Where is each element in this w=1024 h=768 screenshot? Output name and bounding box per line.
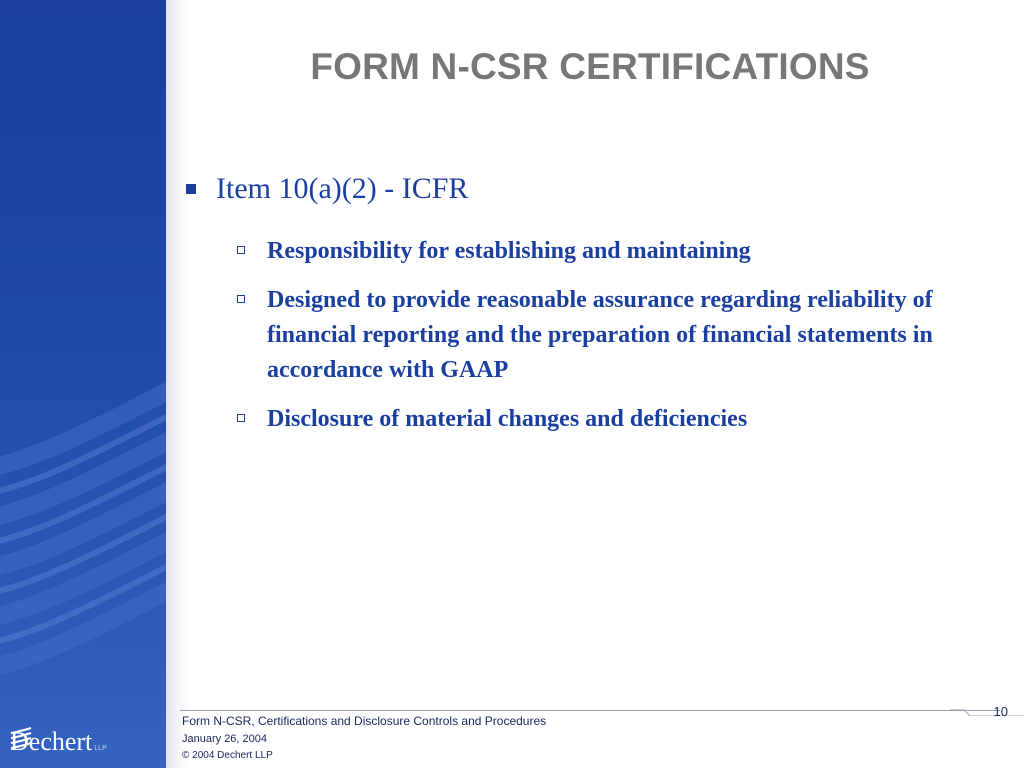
sub-bullet-item: [237, 283, 977, 388]
sub-bullet-text: Disclosure of material changes and deficiencies: [267, 406, 748, 432]
hollow-square-bullet-icon: [237, 295, 245, 303]
sidebar-wave-pattern: [0, 0, 166, 768]
dechert-logo: [10, 727, 107, 757]
dechert-logo-mark-icon: [10, 727, 32, 749]
main-bullet: [186, 172, 468, 206]
footer-date: January 26, 2004: [182, 733, 268, 745]
logo-suffix: LLP: [94, 744, 107, 752]
sub-bullet-list: [237, 234, 977, 451]
hollow-square-bullet-icon: [237, 414, 245, 422]
sidebar-decoration: [0, 0, 166, 768]
page-number: 10: [993, 704, 1008, 719]
sub-bullet-text: Designed to provide reasonable assurance regarding reliability of financial reporting and the preparation of financial statements in accordance with GAAP: [267, 287, 933, 383]
sub-bullet-text: Responsibility for establishing and maintaining: [267, 238, 751, 264]
footer-copyright: © 2004 Dechert LLP: [182, 750, 273, 761]
sidebar-shadow: [166, 0, 188, 768]
slide-title: FORM N-CSR CERTIFICATIONS: [310, 46, 870, 87]
square-bullet-icon: [186, 184, 196, 194]
sub-bullet-item: [237, 234, 977, 269]
hollow-square-bullet-icon: [237, 246, 245, 254]
footer-presentation-title: Form N-CSR, Certifications and Disclosure Controls and Procedures: [182, 714, 547, 728]
logo-name: Dechert: [10, 727, 93, 756]
sub-bullet-item: [237, 402, 977, 437]
main-bullet-label: Item 10(a)(2) - ICFR: [216, 172, 469, 205]
footer-divider: [180, 710, 1000, 711]
